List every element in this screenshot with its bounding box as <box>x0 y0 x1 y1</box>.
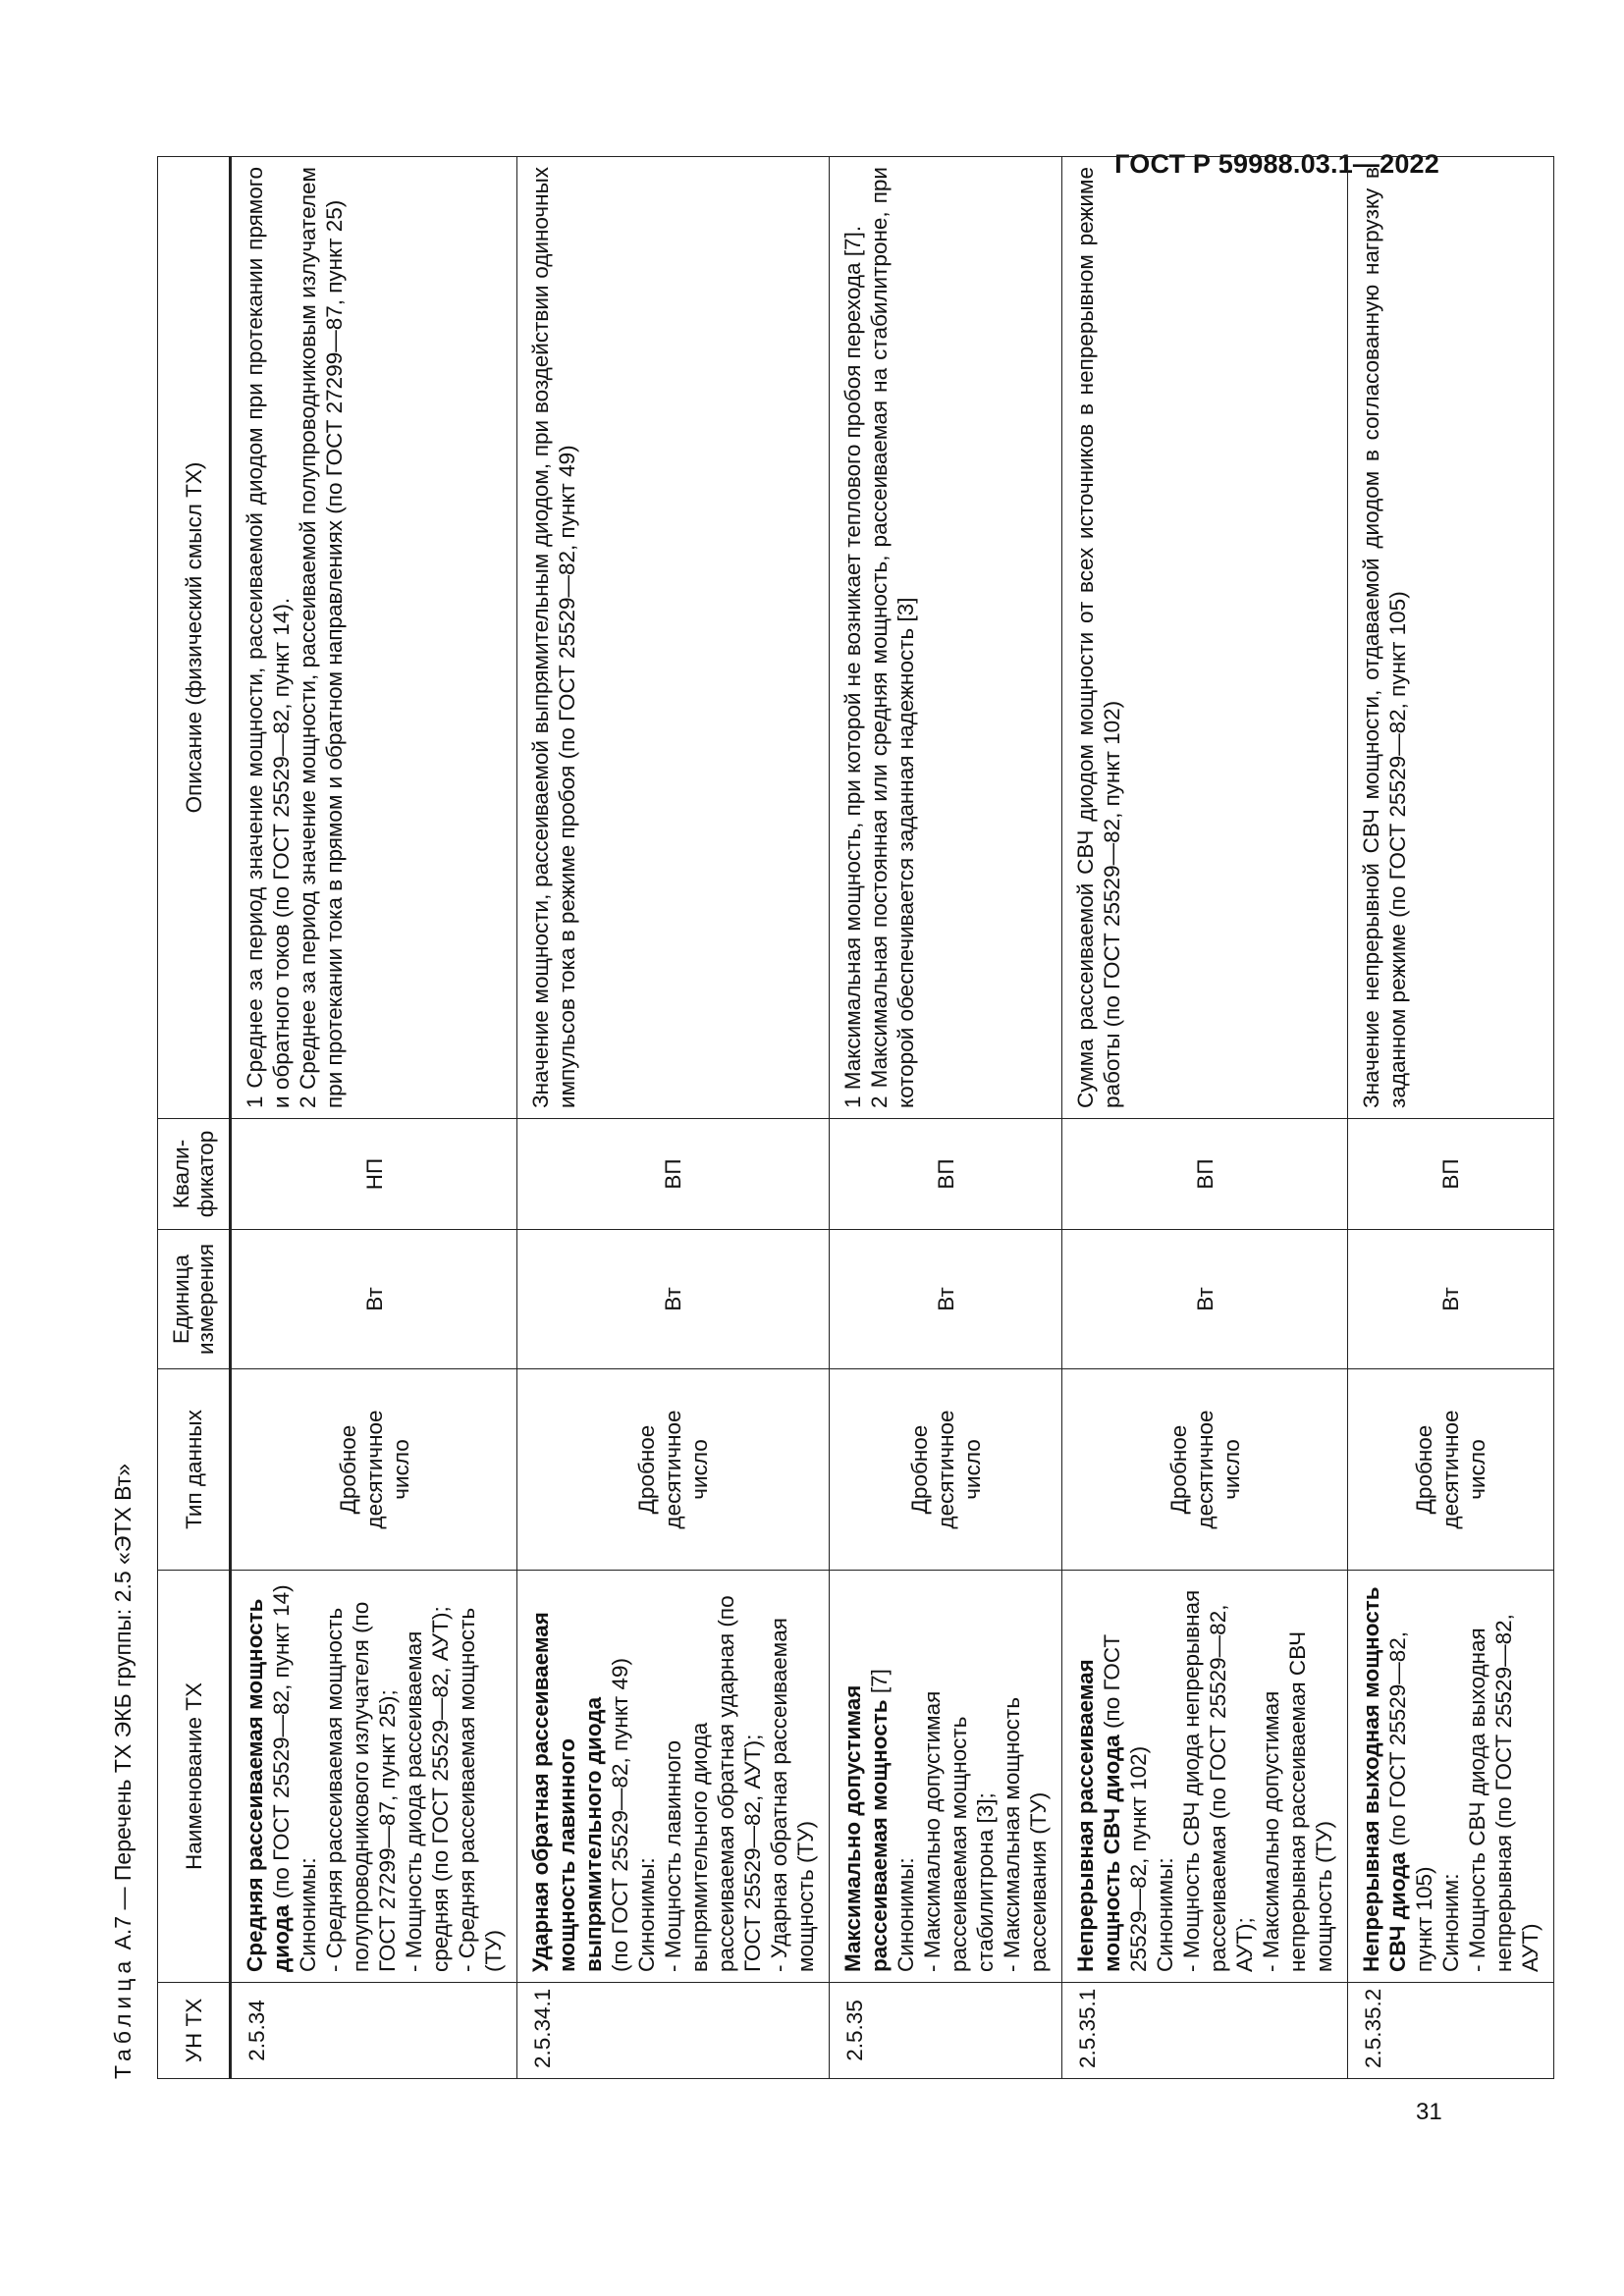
row-description <box>517 157 830 1119</box>
row-description-line: Значение непрерывной СВЧ мощности, отдаваемой диодом в согласованную нагрузку в заданном режиме (по ГОСТ 25529—82, пункт 105) <box>1359 167 1410 1108</box>
row-name-line: Синоним: <box>1438 1873 1463 1972</box>
row-description-line: 2 Максимальная постоянная или средняя мощность, рассеиваемая на стабилитроне, при которой обеспечивается заданная надежность [3] <box>867 167 918 1108</box>
page-number: 31 <box>1416 2099 1442 2125</box>
table-row <box>517 157 830 2079</box>
row-name-line: Синонимы: <box>1153 1857 1177 1972</box>
row-id: 2.5.35.2 <box>1348 1983 1554 2079</box>
row-name-line: - Мощность СВЧ диода выходная непрерывная (по ГОСТ 25529—82, АУТ) <box>1465 1614 1543 1972</box>
row-name-title: Максимально допустимая рассеиваемая мощность <box>840 1684 892 1972</box>
row-name-line: (по ГОСТ 25529—82, пункт 102) <box>1100 1633 1151 1972</box>
row-name-line: - Максимально допустимая непрерывная рассеиваемая СВЧ мощность (ТУ) <box>1259 1630 1336 1972</box>
row-id: 2.5.34 <box>231 1983 517 2079</box>
row-unit: Вт <box>517 1230 830 1369</box>
row-data-type: Дробное десятичное число <box>1062 1369 1348 1571</box>
row-unit: Вт <box>231 1230 517 1369</box>
row-qualifier: ВП <box>1062 1119 1348 1230</box>
column-header-description: Описание (физический смысл ТХ) <box>158 157 231 1119</box>
row-name-line: - Максимально допустимая рассеиваемая мощность стабилитрона [3]; <box>920 1690 998 1972</box>
row-data-type: Дробное десятичное число <box>1348 1369 1554 1571</box>
row-description <box>830 157 1062 1119</box>
tx-table <box>157 156 1554 2079</box>
table-row <box>830 157 1062 2079</box>
row-description-line: 1 Среднее за период значение мощности, рассеиваемой диодом при протекании прямого и обратного токов (по ГОСТ 25529—82, пункт 14). <box>243 167 294 1108</box>
row-unit: Вт <box>1348 1230 1554 1369</box>
row-name-line: - Мощность СВЧ диода непрерывная рассеиваемая (по ГОСТ 25529—82, АУТ); <box>1179 1589 1257 1972</box>
row-qualifier: ВП <box>1348 1119 1554 1230</box>
table-row <box>1348 157 1554 2079</box>
row-name <box>517 1571 830 1983</box>
row-data-type: Дробное десятичное число <box>517 1369 830 1571</box>
row-name-line: - Мощность лавинного выпрямительного диода рассеиваемая обратная ударная (по ГОСТ 25529—82, АУТ); <box>661 1595 765 1972</box>
row-description-line: 1 Максимальная мощность, при которой не возникает теплового пробоя перехода [7]. <box>840 225 865 1108</box>
row-name-line: [7] <box>867 1669 892 1694</box>
row-description-line: Значение мощности, рассеиваемой выпрямительным диодом, при воздействии одиночных импульсов тока в режиме пробоя (по ГОСТ 25529—82, пункт 49) <box>528 167 579 1108</box>
row-name-line: (по ГОСТ 25529—82, пункт 49) <box>608 1658 632 1972</box>
row-name <box>231 1571 517 1983</box>
row-name-title: Средняя рассеиваемая мощность диода <box>243 1598 294 1972</box>
row-description <box>1062 157 1348 1119</box>
row-description-line: 2 Среднее за период значение мощности, рассеиваемой полупроводниковым излучателем при протекании тока в прямом и обратном направлениях (по ГОСТ 27299—87, пункт 25) <box>296 167 347 1108</box>
row-name <box>1062 1571 1348 1983</box>
row-description <box>231 157 517 1119</box>
row-name-line: - Средняя рассеиваемая мощность полупроводникового излучателя (по ГОСТ 27299—87, пункт 25); <box>322 1601 400 1972</box>
row-name-line: Синонимы: <box>296 1857 320 1972</box>
row-id: 2.5.35.1 <box>1062 1983 1348 2079</box>
column-header-data-type: Тип данных <box>158 1369 231 1571</box>
row-name <box>830 1571 1062 1983</box>
row-qualifier: ВП <box>517 1119 830 1230</box>
row-unit: Вт <box>830 1230 1062 1369</box>
row-unit: Вт <box>1062 1230 1348 1369</box>
row-name-title: Непрерывная рассеиваемая мощность СВЧ диода <box>1073 1659 1124 1972</box>
row-name-line: Синонимы: <box>893 1857 918 1972</box>
row-name-line: (по ГОСТ 25529—82, пункт 105) <box>1385 1630 1436 1972</box>
column-header-qualifier: Квали-фикатор <box>158 1119 231 1230</box>
document-code-header: ГОСТ Р 59988.03.1—2022 <box>1114 149 1439 179</box>
column-header-id: УН ТХ <box>158 1983 231 2079</box>
table-caption <box>110 1464 136 2079</box>
row-qualifier: НП <box>231 1119 517 1230</box>
row-name-line: (по ГОСТ 25529—82, пункт 14) <box>269 1584 294 1899</box>
row-name-line: - Мощность диода рассеиваемая средняя (по ГОСТ 25529—82, АУТ); <box>402 1606 453 1972</box>
row-name-title: Непрерывная выходная мощность СВЧ диода <box>1359 1586 1410 1972</box>
row-name-line: - Ударная обратная рассеиваемая мощность (ТУ) <box>767 1618 818 1972</box>
row-name-line: Синонимы: <box>634 1857 659 1972</box>
table-row <box>231 157 517 2079</box>
row-data-type: Дробное десятичное число <box>830 1369 1062 1571</box>
table-caption-label: Таблица <box>110 1955 135 2079</box>
column-header-name: Наименование ТХ <box>158 1571 231 1983</box>
table-header-row <box>158 157 231 2079</box>
row-description <box>1348 157 1554 1119</box>
row-id: 2.5.34.1 <box>517 1983 830 2079</box>
row-name <box>1348 1571 1554 1983</box>
row-id: 2.5.35 <box>830 1983 1062 2079</box>
table-row <box>1062 157 1348 2079</box>
row-name-title: Ударная обратная рассеиваемая мощность лавинного выпрямительного диода <box>528 1612 606 1972</box>
row-name-line: - Средняя рассеиваемая мощность (ТУ) <box>455 1607 506 1972</box>
row-name-line: - Максимальная мощность рассеивания (ТУ) <box>1000 1696 1051 1972</box>
rotated-table-region <box>108 157 1543 2079</box>
table-caption-text: А.7 — Перечень ТХ ЭКБ группы: 2.5 «ЭТХ Вт» <box>110 1463 135 1950</box>
column-header-unit: Единица измерения <box>158 1230 231 1369</box>
row-data-type: Дробное десятичное число <box>231 1369 517 1571</box>
row-description-line: Сумма рассеиваемой СВЧ диодом мощности от всех источников в непрерывном режиме работы (по ГОСТ 25529—82, пункт 102) <box>1073 167 1124 1108</box>
row-qualifier: ВП <box>830 1119 1062 1230</box>
